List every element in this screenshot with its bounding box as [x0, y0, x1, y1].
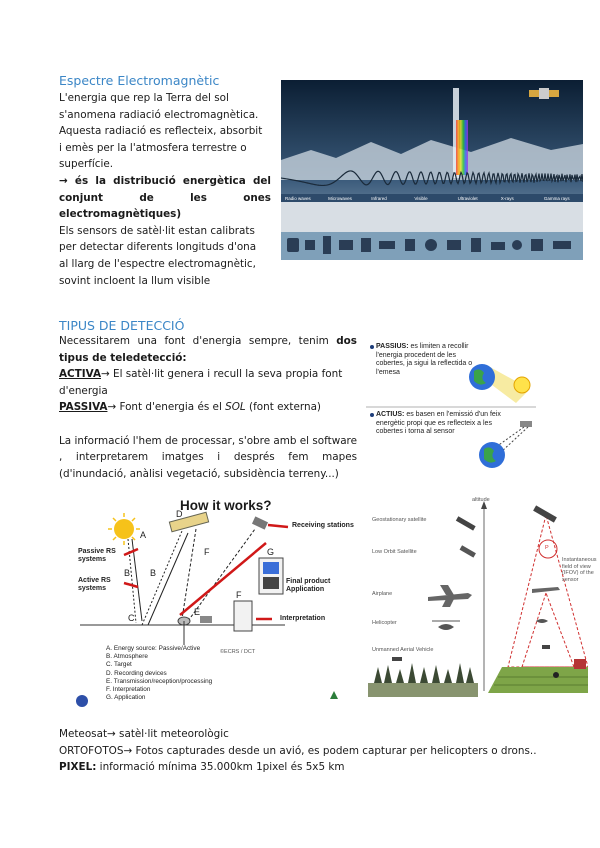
platform-label: Helicopter — [372, 620, 397, 626]
letter-g: G — [267, 547, 275, 557]
actius-desc: es basen en l'emissió d'un feix energètic propi que es reflecteix a les cobertes i torna al sensor — [376, 411, 501, 435]
spectrum-band-label: Gamma rays — [543, 196, 570, 201]
intro-bold: dos tipus de teledetecció: — [59, 335, 357, 364]
pixel-label: PIXEL: — [59, 761, 97, 774]
passius-caption — [376, 343, 484, 377]
text-line: sovint incloent la llum visible — [59, 274, 211, 287]
detection-paragraph — [59, 333, 357, 482]
platform-label: Low Orbit Satellite — [372, 549, 417, 555]
passius-desc: es limiten a recollir l'energia procedent de les cobertes, ja sigui la reflectida o l'emesa — [376, 343, 473, 376]
process-text: La informació l'hem de processar, s'obre amb el software , interpretarem imatges i després fem mapes (d'inundació, anàlisi vegetació, subsidència terreny...) — [59, 434, 357, 480]
letter-a: A — [140, 530, 147, 540]
platform-altitude-figure — [368, 497, 597, 697]
fov-letter: P — [545, 545, 549, 551]
actius-label: ACTIUS: — [376, 411, 405, 418]
passius-label: PASSIUS: — [376, 343, 409, 350]
activa-text: → El satèl·lit genera i recull la seva propia font d'energia — [59, 368, 343, 397]
altitude-label: altitude — [472, 497, 490, 503]
how-it-works-diagram — [70, 495, 360, 720]
letter-f-1: F — [204, 547, 210, 557]
meteosat-line: Meteosat→ satèl·lit meteorològic — [59, 728, 229, 740]
legend-item: D. Recording devices — [106, 669, 167, 677]
diagram-credit: ©ECRS / DCT — [220, 649, 256, 655]
platform-label: Unmanned Aerial Vehicle — [372, 647, 434, 653]
text-line: al llarg de l'espectre electromagnètic, — [59, 257, 256, 270]
platform-label: Geostationary satellite — [372, 517, 427, 523]
ortofotos-line: ORTOFOTOS→ Fotos capturades desde un avió, es podem capturar per helicopters o drons.. — [59, 744, 537, 757]
receiving-stations-label: Receiving stations — [292, 522, 354, 529]
text-line: L'energia que rep la Terra del sol — [59, 92, 229, 104]
pixel-text: informació mínima 35.000km 1pixel és 5x5 km — [96, 761, 345, 774]
spectrum-band-label: Visible — [414, 196, 428, 201]
interpretation-label: Interpretation — [280, 615, 326, 622]
pixel-line — [59, 759, 579, 776]
passiva-line — [59, 399, 357, 416]
text-line: per detectar diferents longituds d'ona — [59, 241, 257, 254]
spectrum-band-label: Microwaves — [328, 196, 352, 201]
letter-b-1: B — [124, 568, 131, 578]
activa-term: ACTIVA — [59, 368, 101, 381]
fov-label: Instantaneous field of view (IFOV) of the sensor — [562, 557, 597, 583]
final-product-label: Final product Application — [286, 578, 331, 593]
active-systems-label: Active RS systems — [78, 577, 111, 592]
passive-active-figure — [366, 341, 536, 469]
text-line: s'anomena radiació electromagnètica. — [59, 108, 259, 121]
section-title-detection: TIPUS DE DETECCIÓ — [59, 318, 185, 333]
passive-systems-label: Passive RS systems — [78, 548, 116, 563]
spectrum-band-label: Infrared — [371, 196, 387, 201]
diagram-title: How it works? — [180, 498, 272, 513]
text-line: superfície. — [59, 158, 114, 171]
spectrum-band-label: X-rays — [500, 196, 514, 201]
text-line: Aquesta radiació es reflecteix, absorbit — [59, 125, 263, 138]
passiva-term: PASSIVA — [59, 401, 108, 414]
platform-label: Airplane — [372, 591, 393, 597]
letter-d: D — [176, 509, 183, 519]
letter-e: E — [194, 607, 201, 617]
letter-f-2: F — [236, 590, 242, 600]
intro-text: Necessitarem una font d'energia sempre, tenim — [59, 335, 329, 347]
text-line: Els sensors de satèl·lit estan calibrats — [59, 224, 255, 237]
section-title-spectrum: Espectre Electromagnètic — [59, 73, 220, 88]
passiva-text: → Font d'energia és el — [107, 401, 226, 414]
bold-definition: → és la distribució energètica del conjunt de les ones electromagnètiques) — [59, 174, 271, 221]
legend-item: C. Target — [106, 661, 132, 669]
spectrum-band-label: Radio waves — [285, 196, 311, 201]
spectrum-band-label: Ultraviolet — [457, 196, 478, 201]
legend-item: A. Energy source: Passive/Active — [106, 645, 201, 652]
notes-block — [59, 726, 579, 776]
letter-c: C — [128, 613, 135, 623]
activa-line — [59, 366, 357, 399]
legend-item: F. Interpretation — [106, 686, 151, 694]
actius-caption — [376, 411, 506, 437]
diagram-legend — [106, 645, 212, 702]
letter-b-2: B — [150, 568, 157, 578]
passiva-end: (font externa) — [245, 401, 321, 414]
text-line: i emès per la l'atmosfera terrestre o — [59, 141, 247, 154]
legend-item: B. Atmosphere — [106, 653, 148, 661]
sol-word: SOL — [225, 401, 246, 414]
legend-item: E. Transmission/reception/processing — [106, 677, 213, 685]
detection-intro — [59, 333, 357, 366]
spectrum-paragraph — [59, 90, 271, 289]
legend-item: G. Application — [106, 694, 146, 702]
electromagnetic-spectrum-image — [281, 80, 583, 260]
